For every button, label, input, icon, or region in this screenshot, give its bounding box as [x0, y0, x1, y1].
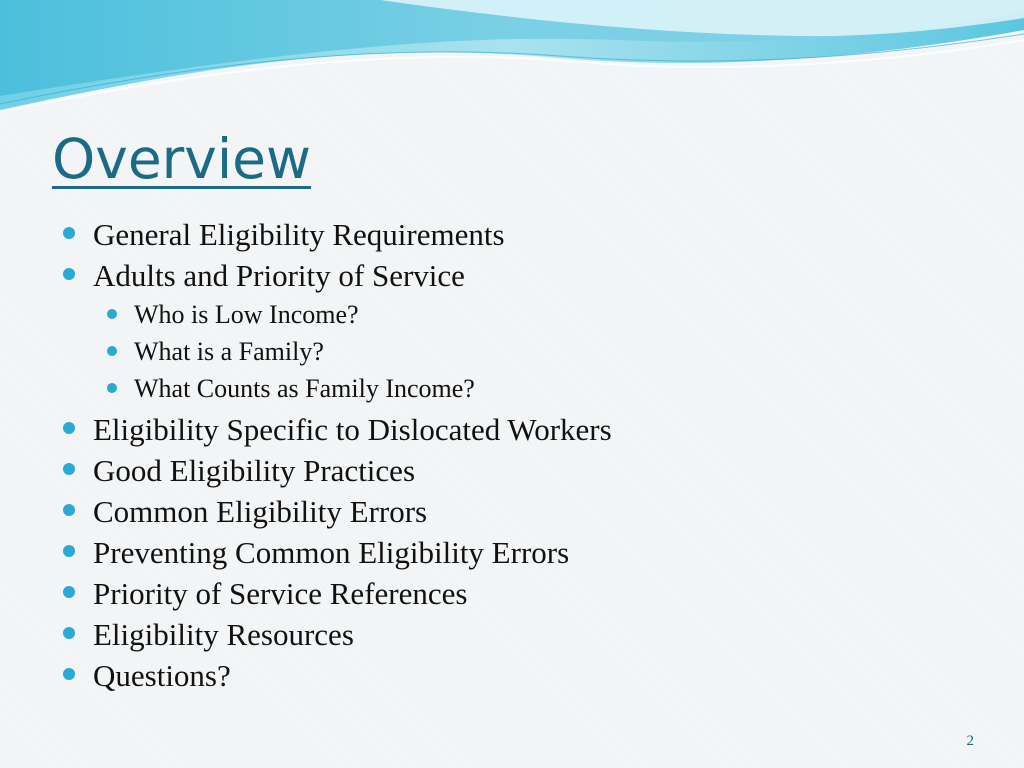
- list-item-text: Questions?: [93, 658, 231, 693]
- sub-list-item: [93, 370, 960, 407]
- list-item-text: Eligibility Resources: [93, 617, 354, 652]
- bullet-icon: [63, 545, 75, 557]
- bullet-icon: [63, 463, 75, 475]
- page-title: Overview: [52, 127, 311, 191]
- list-item-text: Eligibility Specific to Dislocated Workers: [93, 412, 612, 447]
- list-item-text: Preventing Common Eligibility Errors: [93, 535, 570, 570]
- list-item: [60, 409, 960, 450]
- list-item-text: Priority of Service References: [93, 576, 468, 611]
- page-number: 2: [966, 733, 974, 749]
- bullet-list: [60, 214, 960, 696]
- sub-list-item-text: What is a Family?: [134, 337, 324, 366]
- list-item: [60, 491, 960, 532]
- sub-list: [93, 296, 960, 407]
- list-item: [60, 450, 960, 491]
- sub-list-item: [93, 296, 960, 333]
- bullet-icon: [107, 309, 117, 319]
- list-item-text: Good Eligibility Practices: [93, 453, 416, 488]
- bullet-icon: [107, 383, 117, 393]
- bullet-icon: [63, 627, 75, 639]
- bullet-icon: [63, 422, 75, 434]
- sub-list-item-text: What Counts as Family Income?: [134, 374, 475, 403]
- list-item: [60, 214, 960, 255]
- list-item-text: Adults and Priority of Service: [93, 258, 465, 293]
- header-wave-decoration: [0, 0, 1024, 130]
- sub-list-item: [93, 333, 960, 370]
- list-item-text: Common Eligibility Errors: [93, 494, 428, 529]
- list-item: [60, 255, 960, 407]
- bullet-icon: [63, 504, 75, 516]
- bullet-icon: [63, 586, 75, 598]
- list-item: [60, 655, 960, 696]
- bullet-icon: [63, 668, 75, 680]
- list-item: [60, 532, 960, 573]
- sub-list-item-text: Who is Low Income?: [134, 300, 359, 329]
- bullet-icon: [63, 268, 75, 280]
- list-item-text: General Eligibility Requirements: [93, 217, 505, 252]
- list-item: [60, 614, 960, 655]
- bullet-icon: [107, 346, 117, 356]
- bullet-icon: [63, 227, 75, 239]
- list-item: [60, 573, 960, 614]
